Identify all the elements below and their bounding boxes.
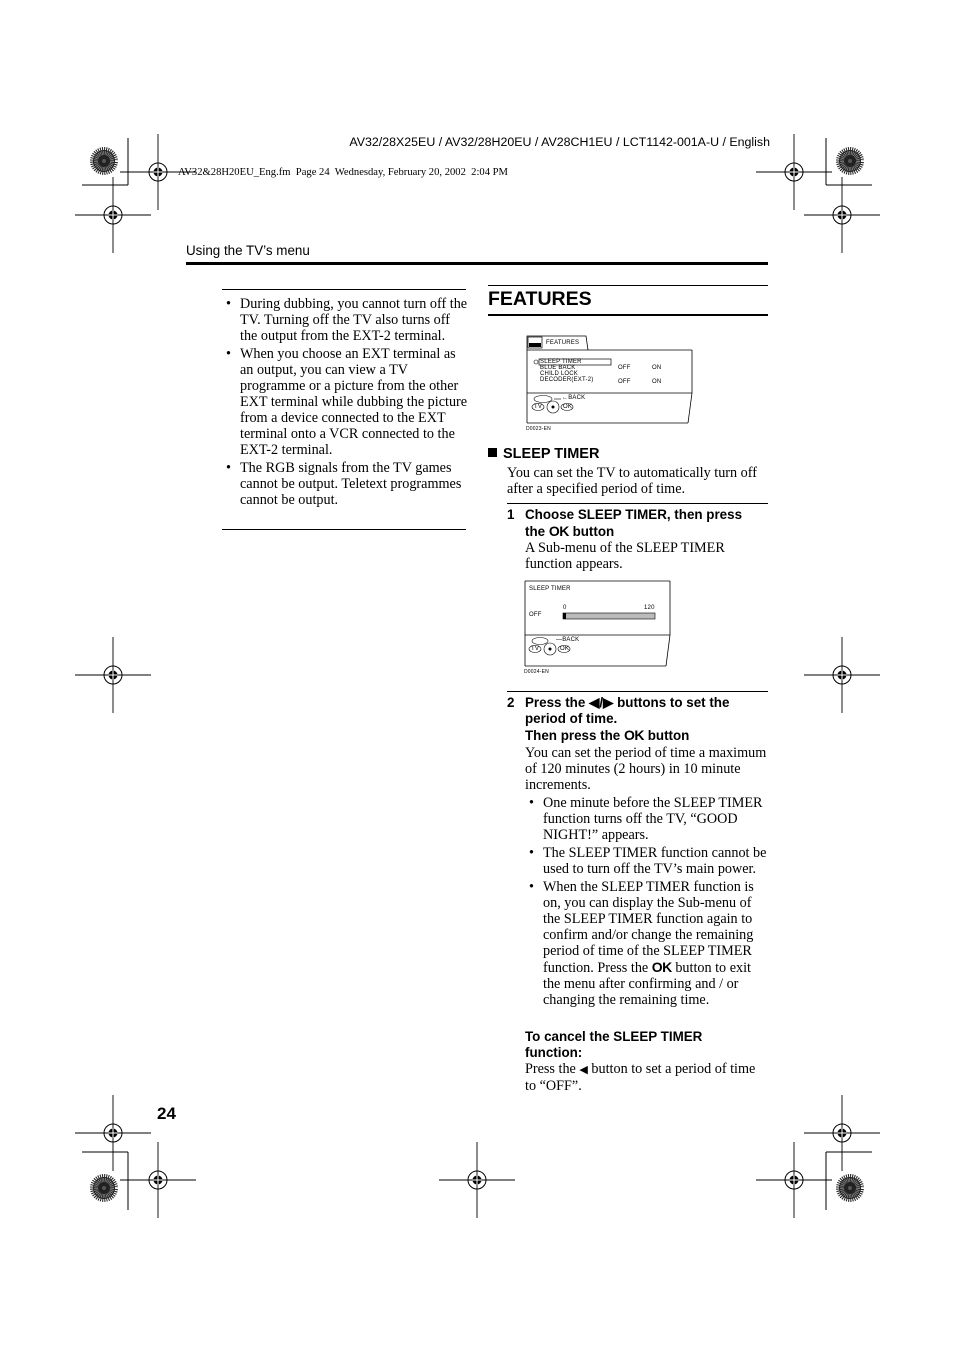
sleep-timer-title: SLEEP TIMER <box>503 446 600 462</box>
submenu-back-text: BACK <box>562 637 580 643</box>
submenu-title: SLEEP TIMER <box>529 586 571 592</box>
step2-line1: Press the ◀/▶ buttons to set the <box>525 695 730 710</box>
ok-button-icon: OK <box>623 727 644 743</box>
menu-item-sleep-timer: SLEEP TIMER <box>540 359 582 365</box>
submenu-off: OFF <box>529 612 542 618</box>
features-tab-label: FEATURES <box>546 340 580 346</box>
ok-label: OK <box>563 404 573 410</box>
submenu-tv: TV <box>531 646 540 652</box>
step2-heading <box>525 695 770 744</box>
left-arrow-icon: ◀ <box>579 1064 588 1076</box>
submenu-code: D0024-EN <box>524 669 549 675</box>
list-item: • When the SLEEP TIMER function is on, you can display the Sub-menu of the SLEEP TIMER function again to confirm and/or change the remaining period of time of the SLEEP TIMER function. Press the OK button to exit the menu after confirming and / or changing the remaining time. <box>525 879 769 1008</box>
menu-item-blue-back: BLUE BACK <box>540 365 576 371</box>
list-item: • The RGB signals from the TV games cannot be output. Teletext programmes cannot be output. <box>222 460 468 508</box>
blue-back-off: OFF <box>618 365 631 371</box>
decoder-off: OFF <box>618 379 631 385</box>
step1-rule <box>507 503 768 504</box>
step1-number: 1 <box>507 507 515 522</box>
sleep-timer-intro: You can set the TV to automatically turn off after a specified period of time. <box>507 465 757 497</box>
features-menu-frame <box>526 333 694 433</box>
menu-item-child-lock: CHILD LOCK <box>540 371 579 377</box>
document-header: AV32/28X25EU / AV32/28H20EU / AV28CH1EU / LCT1142-001A-U / English <box>349 135 770 149</box>
submenu-frame <box>524 580 674 676</box>
sleep-timer-submenu-illustration <box>524 580 674 676</box>
cancel-heading: To cancel the SLEEP TIMER function: <box>525 1029 703 1060</box>
step2-description: You can set the period of time a maximum of 120 minutes (2 hours) in 10 minute increments. <box>525 745 767 793</box>
step2-rule <box>507 691 768 692</box>
submenu-min: 0 <box>563 605 567 611</box>
list-item: • The SLEEP TIMER function cannot be used to turn off the TV’s main power. <box>525 845 769 877</box>
step2-line2: period of time. <box>525 711 618 726</box>
menu-item-decoder: DECODER(EXT-2) <box>540 377 594 383</box>
illustration-code: D0023-EN <box>526 426 551 432</box>
step2-bullet-list <box>525 795 769 1010</box>
step1-line1: Choose SLEEP TIMER, then press <box>525 507 743 522</box>
ok-button-icon: OK <box>548 523 569 539</box>
step2-line3: Then press the OK button <box>525 727 690 743</box>
features-top-rule <box>488 285 768 286</box>
page-number: 24 <box>157 1104 176 1123</box>
list-item: • During dubbing, you cannot turn off the TV. Turning off the TV also turns off the output from the EXT-2 terminal. <box>222 296 468 344</box>
features-bottom-rule <box>488 314 768 316</box>
submenu-max: 120 <box>644 605 655 611</box>
submenu-back: —BACK <box>556 637 580 643</box>
features-menu-illustration <box>526 333 694 433</box>
back-label: ←BACK <box>562 395 586 401</box>
features-heading: FEATURES <box>488 288 592 310</box>
ok-button-icon: OK <box>651 959 672 975</box>
square-bullet-icon <box>488 448 497 457</box>
list-item: • One minute before the SLEEP TIMER function turns off the TV, “GOOD NIGHT!” appears. <box>525 795 769 843</box>
step2-number: 2 <box>507 695 515 710</box>
header-rule <box>186 262 768 265</box>
step1-heading <box>525 507 770 540</box>
tv-label: TV <box>534 404 543 410</box>
cancel-description: Press the ◀ button to set a period of time to “OFF”. <box>525 1061 756 1094</box>
step1-description: A Sub-menu of the SLEEP TIMER function appears. <box>525 540 725 572</box>
decoder-on: ON <box>652 379 662 385</box>
section-title: Using the TV’s menu <box>186 243 310 258</box>
submenu-ok: OK <box>560 646 570 652</box>
left-top-rule <box>222 289 466 290</box>
blue-back-on: ON <box>652 365 662 371</box>
left-right-arrow-icon: ◀/▶ <box>589 695 614 710</box>
file-info: AV32&28H20EU_Eng.fm Page 24 Wednesday, February 20, 2002 2:04 PM <box>178 167 508 178</box>
back-text: BACK <box>568 395 586 401</box>
left-bottom-rule <box>222 529 466 530</box>
list-item: • When you choose an EXT terminal as an output, you can view a TV programme or a picture from the other EXT terminal while dubbing the picture from a device connected to the EXT terminal onto a VCR connected to the EXT-2 terminal. <box>222 346 468 458</box>
sleep-timer-heading <box>488 446 599 462</box>
step1-line2: the OK button <box>525 523 615 539</box>
left-bullet-list <box>222 296 468 510</box>
